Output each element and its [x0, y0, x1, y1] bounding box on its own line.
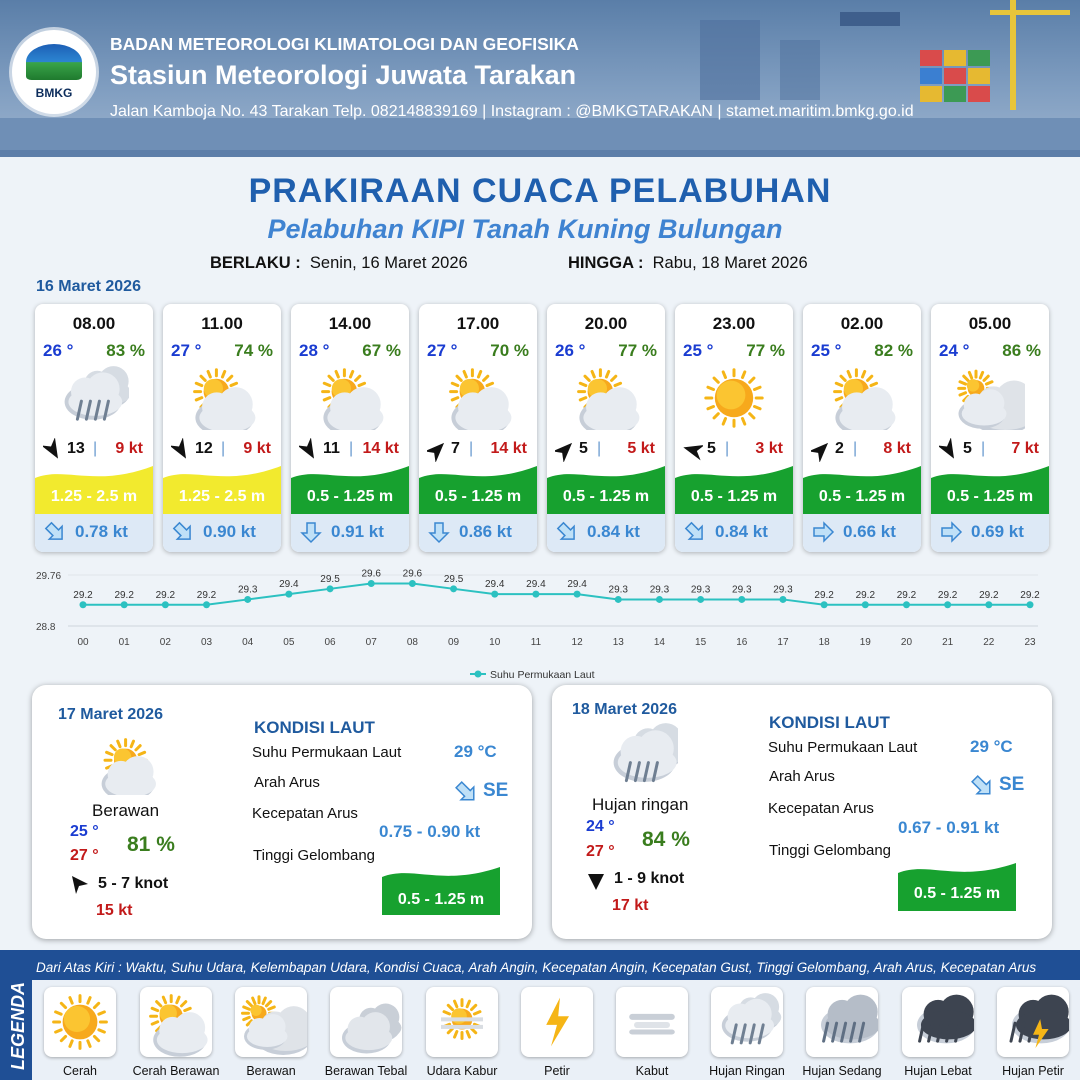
legend-item [140, 987, 212, 1057]
hour-gust: 14 kt [362, 440, 399, 457]
partly-cloudy-icon [827, 366, 897, 430]
data-point [821, 601, 828, 608]
hour-current-speed: 0.90 kt [203, 522, 256, 541]
hour-wind-speed: 5 [963, 440, 972, 457]
data-point [285, 591, 292, 598]
hour-card: 23.00 25 ° 77 % 5 | 3 kt 0.5 - 1.25 m 0.84 kt [675, 304, 793, 552]
hour-time: 14.00 [328, 314, 372, 333]
hour-gust: 8 kt [883, 440, 911, 457]
day2-sst: 29 °C [454, 742, 497, 761]
hour-current-speed: 0.84 kt [587, 522, 640, 541]
current-direction-icon [683, 520, 707, 544]
wind-direction-icon [683, 438, 703, 462]
data-label: 29.3 [608, 584, 628, 596]
data-label: 29.3 [237, 584, 258, 596]
day1-date: 16 Maret 2026 [36, 278, 141, 295]
fog-icon [616, 987, 688, 1057]
x-tick-label: 21 [942, 637, 954, 648]
current-direction-icon [811, 520, 835, 544]
wind-direction-icon [586, 870, 606, 892]
series-line [83, 584, 1030, 605]
legend-item [426, 987, 498, 1057]
hour-card: 08.00 26 ° 83 % 13 | 9 kt 1.25 - 2.5 m 0.78 kt [35, 304, 153, 552]
hour-wind-speed: 2 [835, 440, 844, 457]
x-tick-label: 11 [530, 637, 542, 648]
legend-label: Cerah [62, 1064, 98, 1078]
data-point [327, 585, 334, 592]
day2-current-dir: SE [483, 780, 509, 801]
hour-gust: 7 kt [1011, 440, 1039, 457]
day2-date: 17 Maret 2026 [58, 706, 163, 723]
legend-item [997, 987, 1069, 1057]
wind-direction-icon [299, 438, 319, 462]
day2-wind: 5 - 7 knot [98, 875, 169, 892]
hour-wave-height: 0.5 - 1.25 m [946, 488, 1034, 505]
partly-cloudy-icon [443, 366, 513, 430]
x-tick-label: 20 [900, 637, 913, 648]
data-label: 29.5 [320, 573, 340, 585]
x-tick-label: 13 [612, 637, 624, 648]
hour-card: 14.00 28 ° 67 % 11 | 14 kt 0.5 - 1.25 m 0.91 kt [291, 304, 409, 552]
data-label: 29.2 [937, 589, 958, 601]
partly-cloudy-icon [187, 366, 257, 430]
data-point [574, 591, 581, 598]
day3-current-speed: 0.67 - 0.91 kt [898, 818, 1000, 837]
y-tick-label: 28.8 [36, 622, 56, 633]
day2-current-speed-label: Kecepatan Arus [252, 805, 358, 822]
x-tick-label: 09 [448, 637, 460, 648]
hour-time: 05.00 [968, 314, 1012, 333]
legend-label: Cerah Berawan [132, 1064, 220, 1078]
day3-sst: 29 °C [970, 737, 1013, 756]
legend-label: Hujan Lebat [904, 1064, 972, 1078]
data-label: 29.2 [896, 589, 917, 601]
hour-gust: 3 kt [755, 440, 783, 457]
current-direction-icon [43, 520, 67, 544]
hour-time: 23.00 [712, 314, 756, 333]
hour-current-speed: 0.78 kt [75, 522, 128, 541]
hour-current-speed: 0.66 kt [843, 522, 896, 541]
hour-temperature: 28 ° [299, 341, 330, 360]
day3-current-dir: SE [999, 774, 1025, 795]
light-rain-icon [59, 366, 129, 430]
x-tick-label: 14 [653, 637, 665, 648]
data-point [779, 596, 786, 603]
data-label: 29.5 [443, 573, 464, 585]
hour-temperature: 26 ° [43, 341, 74, 360]
legend-label: Kabut [635, 1064, 669, 1078]
wind-direction-icon [811, 438, 831, 462]
hour-temperature: 27 ° [427, 341, 458, 360]
data-label: 29.3 [773, 584, 793, 596]
partly-cloudy-icon [140, 987, 212, 1057]
partly-cloudy-icon [92, 737, 172, 795]
data-label: 29.3 [649, 584, 670, 596]
hour-card: 11.00 27 ° 74 % 12 | 9 kt 1.25 - 2.5 m 0.90 kt [163, 304, 281, 552]
x-tick-label: 00 [77, 637, 89, 648]
data-point [944, 601, 951, 608]
legend-description: Dari Atas Kiri : Waktu, Suhu Udara, Kelembapan Udara, Kondisi Cuaca, Arah Angin, Kecepatan Angin, Kecepatan Gust, Tinggi Gelombang, Arah Arus, Kecepatan Arus [36, 960, 1037, 975]
y-tick-label: 29.76 [36, 571, 62, 582]
day2-temp-min: 25 ° [70, 823, 99, 840]
hour-gust: 9 kt [115, 440, 143, 457]
data-label: 29.2 [196, 589, 217, 601]
hour-humidity: 67 % [362, 341, 401, 360]
legend-item [902, 987, 974, 1057]
day2-panel [32, 685, 532, 939]
x-tick-label: 19 [859, 637, 871, 648]
hour-wind-speed: 13 [67, 440, 85, 457]
legend-item [616, 987, 688, 1057]
bmkg-logo: BMKG [12, 30, 96, 114]
hour-wind-speed: 5 [579, 440, 588, 457]
valid-from: BERLAKU : Senin, 16 Maret 2026 [210, 254, 468, 272]
partly-cloudy-icon [315, 366, 385, 430]
day2-humidity: 81 % [127, 833, 175, 856]
hour-time: 08.00 [72, 314, 116, 333]
hour-wind-speed: 5 [707, 440, 716, 457]
hour-humidity: 70 % [490, 341, 529, 360]
day3-condition: Hujan ringan [592, 795, 689, 814]
data-label: 29.2 [814, 589, 834, 601]
data-label: 29.4 [485, 579, 505, 591]
x-tick-label: 06 [324, 637, 336, 648]
day3-date: 18 Maret 2026 [572, 701, 677, 718]
data-label: 29.6 [361, 568, 381, 580]
hour-card: 05.00 24 ° 86 % 5 | 7 kt 0.5 - 1.25 m 0.69 kt [931, 304, 1049, 552]
day2-current-dir-label: Arah Arus [254, 774, 320, 791]
legend-label: Udara Kabur [426, 1064, 498, 1078]
data-label: 29.4 [279, 579, 299, 591]
hour-temperature: 24 ° [939, 341, 970, 360]
hour-current-speed: 0.91 kt [331, 522, 384, 541]
current-direction-icon [427, 520, 451, 544]
x-tick-label: 07 [365, 637, 377, 648]
day3-sea-heading: KONDISI LAUT [769, 713, 890, 732]
hour-wave-height: 0.5 - 1.25 m [690, 488, 778, 505]
data-point [615, 596, 622, 603]
data-point [121, 601, 128, 608]
hour-card: 02.00 25 ° 82 % 2 | 8 kt 0.5 - 1.25 m 0.66 kt [803, 304, 921, 552]
x-tick-label: 02 [159, 637, 171, 648]
hour-temperature: 26 ° [555, 341, 586, 360]
day2-sea-heading: KONDISI LAUT [254, 718, 375, 737]
data-label: 29.3 [690, 584, 711, 596]
legend-title [2, 958, 32, 1076]
hour-wind-speed: 12 [195, 440, 213, 457]
wind-direction-icon [43, 438, 63, 462]
day2-current-speed: 0.75 - 0.90 kt [379, 822, 481, 841]
hour-temperature: 25 ° [683, 341, 714, 360]
current-direction-icon [555, 520, 579, 544]
haze-icon [426, 987, 498, 1057]
x-tick-label: 15 [695, 637, 707, 648]
data-point [532, 591, 539, 598]
day3-wave: 0.5 - 1.25 m [913, 885, 1001, 902]
lightning-icon [521, 987, 593, 1057]
data-point [656, 596, 663, 603]
hour-humidity: 77 % [618, 341, 657, 360]
day3-wave-label: Tinggi Gelombang [769, 842, 892, 859]
day3-temp-min: 24 ° [586, 818, 615, 835]
data-point [244, 596, 251, 603]
station-contact: Jalan Kamboja No. 43 Tarakan Telp. 082148839169 | Instagram : @BMKGTARAKAN | stamet.maritim.bmkg.go.id [110, 103, 914, 120]
data-point [903, 601, 910, 608]
data-label: 29.2 [855, 589, 876, 601]
data-point [985, 601, 992, 608]
legend-series-name: Suhu Permukaan Laut [490, 669, 595, 681]
day3-wind: 1 - 9 knot [614, 870, 685, 887]
legend-label: Hujan Ringan [709, 1064, 785, 1078]
legend-label: Hujan Petir [1002, 1064, 1064, 1078]
hour-wind-speed: 7 [451, 440, 460, 457]
hour-card: 20.00 26 ° 77 % 5 | 5 kt 0.5 - 1.25 m 0.84 kt [547, 304, 665, 552]
data-label: 29.2 [114, 589, 134, 601]
hour-wave-height: 0.5 - 1.25 m [818, 488, 906, 505]
x-tick-label: 04 [242, 637, 254, 648]
day3-gust: 17 kt [612, 897, 649, 914]
legend-label: Berawan [246, 1064, 296, 1078]
hour-wave-height: 0.5 - 1.25 m [434, 488, 522, 505]
light-rain-icon [711, 987, 783, 1057]
day2-gust: 15 kt [96, 902, 133, 919]
hour-time: 17.00 [456, 314, 500, 333]
data-point [491, 591, 498, 598]
x-tick-label: 01 [118, 637, 130, 648]
hour-time: 11.00 [201, 314, 243, 333]
legend-item [330, 987, 402, 1057]
hour-humidity: 83 % [106, 341, 145, 360]
legend-label: Petir [544, 1064, 570, 1078]
hour-wave-height: 0.5 - 1.25 m [562, 488, 650, 505]
current-direction-icon [171, 520, 195, 544]
data-label: 29.3 [732, 584, 752, 596]
cloudy-icon [235, 987, 307, 1057]
legend-item [521, 987, 593, 1057]
hour-current-speed: 0.69 kt [971, 522, 1024, 541]
data-point [368, 580, 375, 587]
day2-sst-label: Suhu Permukaan Laut [252, 744, 402, 761]
data-point [450, 585, 457, 592]
x-tick-label: 03 [200, 637, 213, 648]
day2-wave: 0.5 - 1.25 m [397, 891, 485, 908]
wind-direction-icon [171, 438, 191, 462]
hour-card: 17.00 27 ° 70 % 7 | 14 kt 0.5 - 1.25 m 0.86 kt [419, 304, 537, 552]
day3-panel [552, 685, 1052, 939]
hour-temperature: 25 ° [811, 341, 842, 360]
data-point [409, 580, 416, 587]
page-subtitle: Pelabuhan KIPI Tanah Kuning Bulungan [267, 214, 783, 244]
current-direction-icon [299, 520, 323, 544]
hour-humidity: 82 % [874, 341, 913, 360]
wind-direction-icon [70, 874, 90, 896]
day2-temp-max: 27 ° [70, 847, 99, 864]
data-label: 29.4 [526, 579, 546, 591]
data-label: 29.2 [979, 589, 999, 601]
data-label: 29.2 [73, 589, 93, 601]
hour-current-speed: 0.84 kt [715, 522, 768, 541]
day3-sst-label: Suhu Permukaan Laut [768, 739, 918, 756]
wind-direction-icon [427, 438, 447, 462]
agency-name: BADAN METEOROLOGI KLIMATOLOGI DAN GEOFISIKA [110, 34, 579, 54]
legend-marker [475, 671, 482, 678]
hour-gust: 9 kt [243, 440, 271, 457]
hour-gust: 14 kt [490, 440, 527, 457]
x-tick-label: 23 [1024, 637, 1036, 648]
station-name: Stasiun Meteorologi Juwata Tarakan [110, 60, 577, 90]
current-direction-icon [968, 773, 996, 799]
hour-wave-height: 1.25 - 2.5 m [50, 488, 138, 505]
x-tick-label: 08 [406, 637, 418, 648]
data-point [203, 601, 210, 608]
data-label: 29.2 [155, 589, 176, 601]
partly-cloudy-icon [571, 366, 641, 430]
day2-condition: Berawan [92, 801, 160, 820]
legend-item [44, 987, 116, 1057]
data-label: 29.6 [402, 568, 423, 580]
x-tick-label: 22 [983, 637, 995, 648]
wind-direction-icon [555, 438, 575, 462]
data-point [1027, 601, 1034, 608]
sst-chart [30, 560, 1050, 685]
legend-item [806, 987, 878, 1057]
hour-humidity: 86 % [1002, 341, 1041, 360]
overcast-icon [330, 987, 402, 1057]
heavy-rain-icon [902, 987, 974, 1057]
legend-label: Hujan Sedang [802, 1064, 882, 1078]
sunny-icon [699, 366, 769, 430]
x-tick-label: 10 [489, 637, 501, 648]
x-tick-label: 16 [736, 637, 748, 648]
day3-temp-max: 27 ° [586, 843, 615, 860]
x-tick-label: 12 [571, 637, 583, 648]
hour-wave-height: 0.5 - 1.25 m [306, 488, 394, 505]
day2-wave-label: Tinggi Gelombang [253, 847, 376, 864]
hour-time: 02.00 [840, 314, 884, 333]
data-label: 29.2 [1020, 589, 1040, 601]
cloudy-icon [955, 366, 1025, 430]
hour-time: 20.00 [584, 314, 628, 333]
moderate-rain-icon [806, 987, 878, 1057]
svg-text:LEGENDA: LEGENDA [8, 981, 28, 1070]
data-point [738, 596, 745, 603]
hour-current-speed: 0.86 kt [459, 522, 512, 541]
thunderstorm-icon [997, 987, 1069, 1057]
data-point [80, 601, 87, 608]
data-point [862, 601, 869, 608]
hour-gust: 5 kt [627, 440, 655, 457]
x-tick-label: 05 [283, 637, 295, 648]
data-point [697, 596, 704, 603]
header-banner [0, 0, 1080, 157]
x-tick-label: 17 [777, 637, 789, 648]
hour-humidity: 74 % [234, 341, 273, 360]
hour-wind-speed: 11 [323, 440, 340, 457]
data-label: 29.4 [567, 579, 587, 591]
day3-current-dir-label: Arah Arus [769, 768, 835, 785]
x-tick-label: 18 [818, 637, 830, 648]
current-direction-icon [452, 779, 480, 805]
legend-item [711, 987, 783, 1057]
legend-item [235, 987, 307, 1057]
legend-label: Berawan Tebal [324, 1064, 408, 1078]
light-rain-icon [608, 723, 678, 795]
day3-humidity: 84 % [642, 828, 690, 851]
valid-to: HINGGA : Rabu, 18 Maret 2026 [568, 254, 808, 272]
hour-humidity: 77 % [746, 341, 785, 360]
wind-direction-icon [939, 438, 959, 462]
hour-wave-height: 1.25 - 2.5 m [178, 488, 266, 505]
page-title: PRAKIRAAN CUACA PELABUHAN [248, 172, 832, 210]
hour-temperature: 27 ° [171, 341, 202, 360]
current-direction-icon [939, 520, 963, 544]
data-point [162, 601, 169, 608]
day3-current-speed-label: Kecepatan Arus [768, 800, 874, 817]
sunny-icon [44, 987, 116, 1057]
